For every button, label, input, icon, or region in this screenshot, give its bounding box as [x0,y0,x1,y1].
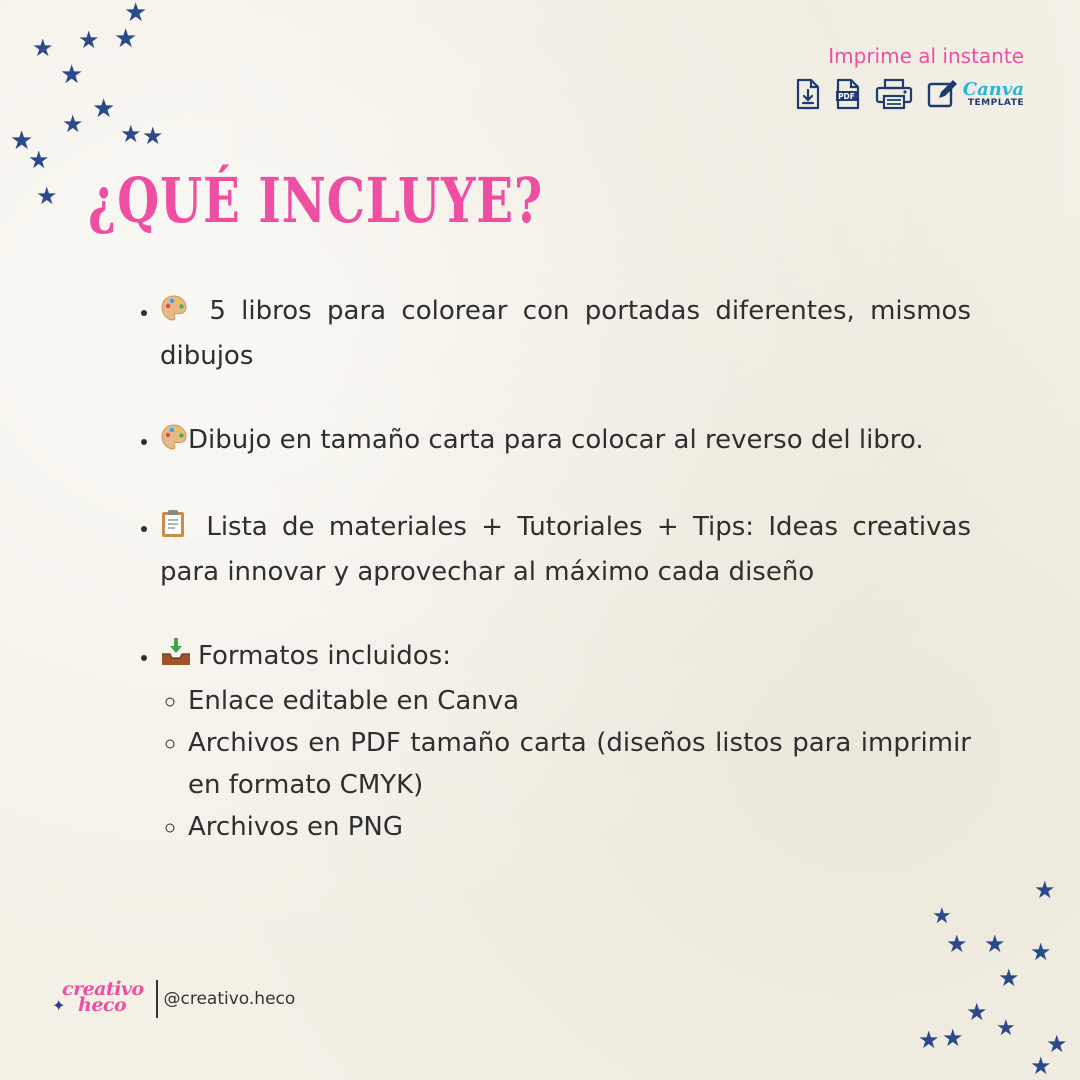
item-text: Dibujo en tamaño carta para colocar al reverso del libro. [188,425,924,455]
star-icon: ★ [60,60,84,90]
star-icon: ★ [124,0,148,28]
content-list [135,290,971,890]
star-icon: ★ [998,964,1020,992]
palette-icon [160,293,188,335]
star-icon: ★ [966,998,988,1026]
palette-icon [160,422,188,464]
star-icon: ★ [36,182,58,210]
svg-text:PDF: PDF [837,92,855,101]
star-icon: ★ [946,930,968,958]
social-handle: @creativo.heco [163,989,296,1009]
star-icon: ★ [28,146,50,174]
logo-line1: creativo [62,978,144,1000]
star-icon: ★ [10,126,34,156]
canva-word: Canva [962,78,1024,100]
star-icon: ★ [142,122,164,150]
star-icon: ★ [1034,876,1056,904]
canva-sub: TEMPLATE [967,97,1024,108]
footer [52,978,295,1020]
sub-list-item: ◦ Archivos en PDF tamaño carta (diseños listos para imprimir en formato CMYK) [188,722,971,806]
clipboard-icon [160,508,186,551]
download-file-icon [795,78,821,110]
star-icon: ★ [32,34,54,62]
list-item [160,419,971,464]
item-text: 5 libros para colorear con portadas diferentes, mismos dibujos [160,296,971,371]
format-icons [795,78,1024,110]
canva-template-badge [927,78,1024,110]
printer-icon [875,78,913,110]
star-icon: ★ [984,930,1006,958]
pdf-file-icon [835,78,861,110]
star-icon: ★ [942,1024,964,1052]
star-icon: ★ [78,26,100,54]
divider [156,980,158,1018]
star-icon: ★ [1030,938,1052,966]
star-icon: ★ [114,24,138,54]
sub-list-item: ◦ Archivos en PNG [188,806,971,848]
item-text: Formatos incluidos: [198,641,451,671]
star-icon: ★ [918,1026,940,1054]
brand-logo [52,978,152,1020]
star-icon: ★ [62,110,84,138]
print-badge [795,44,1024,110]
star-icon: ★ [932,904,952,929]
list-item [160,635,971,848]
star-icon: ★ [1046,1030,1068,1058]
star-icon: ★ [120,120,142,148]
star-icon: ★ [996,1016,1016,1041]
star-icon: ★ [1030,1052,1052,1080]
list-item [160,290,971,377]
page-title: ¿QUÉ INCLUYE? [88,164,544,237]
item-text: Lista de materiales + Tutoriales + Tips: Ideas creativas para innovar y aprovechar al máximo cada diseño [160,512,971,587]
format-sublist [160,680,971,848]
tagline: Imprime al instante [828,44,1024,68]
sparkle-icon: ✦ [52,996,66,1015]
inbox-tray-icon [160,637,192,680]
sub-list-item: ◦ Enlace editable en Canva [188,680,971,722]
edit-icon [927,78,959,110]
star-icon: ★ [92,94,116,124]
logo-line2: heco [78,994,127,1016]
list-item [160,506,971,593]
